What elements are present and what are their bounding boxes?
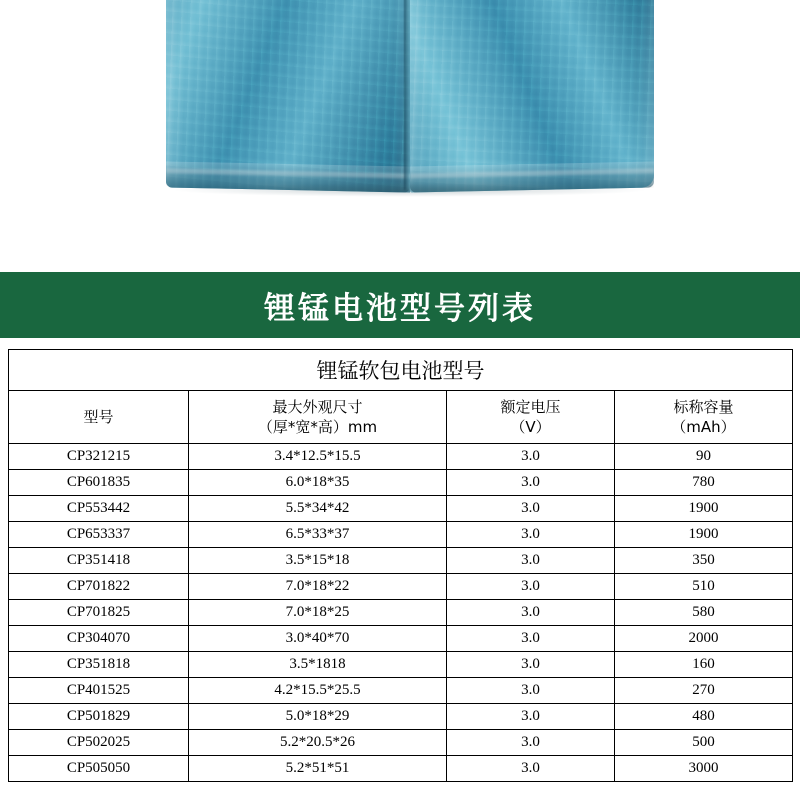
- spec-table: [8, 349, 793, 782]
- cell-voltage: 3.0: [447, 470, 615, 496]
- table-row: [9, 496, 793, 522]
- cell-size: 5.5*34*42: [189, 496, 447, 522]
- cell-size: 6.5*33*37: [189, 522, 447, 548]
- cell-size: 3.5*15*18: [189, 548, 447, 574]
- cell-model: CP401525: [9, 678, 189, 704]
- cell-capacity: 480: [615, 704, 793, 730]
- table-row: [9, 678, 793, 704]
- cell-capacity: 500: [615, 730, 793, 756]
- cell-model: CP553442: [9, 496, 189, 522]
- cell-size: 3.4*12.5*15.5: [189, 444, 447, 470]
- cell-capacity: 160: [615, 652, 793, 678]
- cell-voltage: 3.0: [447, 600, 615, 626]
- cell-capacity: 510: [615, 574, 793, 600]
- cell-model: CP653337: [9, 522, 189, 548]
- header-capacity-line1: 标称容量: [673, 397, 734, 416]
- cell-capacity: 1900: [615, 522, 793, 548]
- section-banner: [0, 272, 800, 338]
- cell-capacity: 780: [615, 470, 793, 496]
- banner-title: 锂锰电池型号列表: [264, 290, 536, 327]
- cell-model: CP501829: [9, 704, 189, 730]
- cell-capacity: 90: [615, 444, 793, 470]
- cell-size: 4.2*15.5*25.5: [189, 678, 447, 704]
- cell-voltage: 3.0: [447, 548, 615, 574]
- header-dimensions-line1: 最大外观尺寸: [272, 397, 363, 416]
- battery-image: [160, 0, 660, 205]
- cell-model: CP502025: [9, 730, 189, 756]
- cell-voltage: 3.0: [447, 626, 615, 652]
- cell-voltage: 3.0: [447, 496, 615, 522]
- cell-size: 7.0*18*25: [189, 600, 447, 626]
- header-model: [9, 391, 189, 444]
- table-row: [9, 652, 793, 678]
- cell-model: CP351418: [9, 548, 189, 574]
- cell-model: CP701825: [9, 600, 189, 626]
- cell-model: CP601835: [9, 470, 189, 496]
- cell-voltage: 3.0: [447, 678, 615, 704]
- cell-model: CP701822: [9, 574, 189, 600]
- table-row: [9, 470, 793, 496]
- cell-size: 5.2*20.5*26: [189, 730, 447, 756]
- cell-capacity: 1900: [615, 496, 793, 522]
- header-capacity: [615, 391, 793, 444]
- header-voltage: [447, 391, 615, 444]
- header-model-line1: 型号: [83, 407, 114, 426]
- table-subtitle-row: [9, 350, 793, 391]
- table-row: [9, 574, 793, 600]
- cell-capacity: 3000: [615, 756, 793, 782]
- table-subtitle: 锂锰软包电池型号: [9, 350, 793, 391]
- header-dimensions: [189, 391, 447, 444]
- header-dimensions-line2: （厚*宽*高）mm: [257, 418, 378, 436]
- spec-table-area: [0, 338, 800, 782]
- pouch-cell-left: [166, 0, 410, 193]
- cell-capacity: 2000: [615, 626, 793, 652]
- cell-voltage: 3.0: [447, 704, 615, 730]
- table-row: [9, 444, 793, 470]
- cell-size: 3.0*40*70: [189, 626, 447, 652]
- table-row: [9, 522, 793, 548]
- cell-model: CP321215: [9, 444, 189, 470]
- photo-drop-shadow: [170, 183, 650, 197]
- cell-size: 3.5*1818: [189, 652, 447, 678]
- table-row: [9, 704, 793, 730]
- cell-voltage: 3.0: [447, 652, 615, 678]
- header-voltage-line2: （V）: [510, 418, 551, 436]
- cell-voltage: 3.0: [447, 444, 615, 470]
- cell-size: 7.0*18*22: [189, 574, 447, 600]
- table-header-row: [9, 391, 793, 444]
- header-voltage-line1: 额定电压: [500, 397, 561, 416]
- table-row: [9, 600, 793, 626]
- table-row: [9, 756, 793, 782]
- cell-size: 6.0*18*35: [189, 470, 447, 496]
- cell-model: CP505050: [9, 756, 189, 782]
- cell-voltage: 3.0: [447, 574, 615, 600]
- table-row: [9, 626, 793, 652]
- cell-model: CP351818: [9, 652, 189, 678]
- cell-size: 5.0*18*29: [189, 704, 447, 730]
- cell-capacity: 580: [615, 600, 793, 626]
- table-row: [9, 730, 793, 756]
- cell-voltage: 3.0: [447, 730, 615, 756]
- cell-size: 5.2*51*51: [189, 756, 447, 782]
- pouch-cell-right: [410, 0, 654, 193]
- table-row: [9, 548, 793, 574]
- cell-voltage: 3.0: [447, 522, 615, 548]
- cell-model: CP304070: [9, 626, 189, 652]
- cell-capacity: 270: [615, 678, 793, 704]
- header-capacity-line2: （mAh）: [671, 418, 736, 436]
- product-photo: [0, 0, 800, 272]
- cell-capacity: 350: [615, 548, 793, 574]
- cell-voltage: 3.0: [447, 756, 615, 782]
